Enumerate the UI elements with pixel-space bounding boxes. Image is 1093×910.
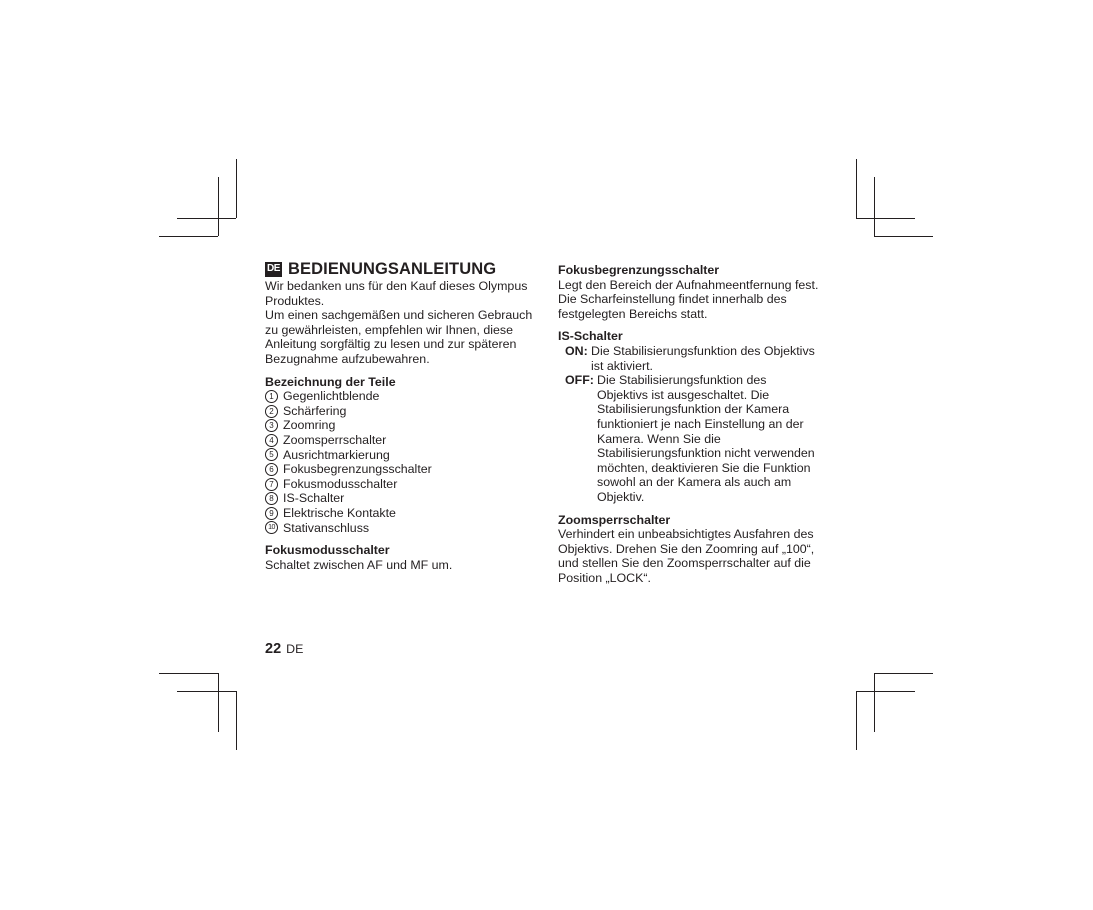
number-circle: 10 — [265, 521, 278, 534]
is-on-definition — [558, 344, 828, 373]
list-item — [265, 448, 545, 463]
parts-heading: Bezeichnung der Teile — [265, 374, 396, 389]
language-badge: DE — [265, 262, 282, 277]
list-item — [265, 491, 545, 506]
list-item-label: Schärfering — [283, 403, 347, 418]
off-term: OFF: — [565, 373, 594, 388]
list-item — [265, 404, 545, 419]
list-item — [265, 506, 545, 521]
crop-mark — [874, 177, 875, 236]
list-item-label: Fokusbegrenzungsschalter — [283, 462, 432, 477]
page-language: DE — [286, 642, 304, 656]
parts-list — [265, 389, 545, 535]
is-off-definition — [558, 373, 828, 504]
number-circle: 9 — [265, 507, 278, 520]
crop-mark — [856, 218, 915, 219]
list-item-label: IS-Schalter — [283, 491, 345, 506]
crop-mark — [218, 177, 219, 236]
crop-mark — [236, 691, 237, 750]
page-number: 22 — [265, 641, 282, 657]
number-circle: 4 — [265, 434, 278, 447]
list-item — [265, 418, 545, 433]
list-item-label: Stativanschluss — [283, 520, 370, 535]
number-circle: 5 — [265, 448, 278, 461]
right-column — [558, 263, 828, 585]
list-item-label: Elektrische Kontakte — [283, 505, 396, 520]
number-circle: 6 — [265, 463, 278, 476]
page-title: BEDIENUNGSANLEITUNG — [288, 260, 497, 279]
list-item — [265, 521, 545, 536]
number-circle: 1 — [265, 390, 278, 403]
number-circle: 3 — [265, 419, 278, 432]
crop-mark — [856, 691, 915, 692]
number-circle: 2 — [265, 405, 278, 418]
number-circle: 8 — [265, 492, 278, 505]
list-item-label: Gegenlichtblende — [283, 389, 380, 404]
list-item — [265, 477, 545, 492]
crop-mark — [177, 691, 236, 692]
crop-mark — [856, 159, 857, 218]
on-description: Die Stabilisierungsfunktion des Objektivs ist aktiviert. — [591, 343, 815, 373]
zoom-lock-text: Verhindert ein unbeabsichtigtes Ausfahren des Objektivs. Drehen Sie den Zoomring auf „100“, und stellen Sie den Zoomsperrschalter auf die Position „LOCK“. — [558, 527, 815, 585]
focus-limit-heading: Fokusbegrenzungsschalter — [558, 263, 720, 277]
crop-mark — [218, 673, 219, 732]
focus-mode-text: Schaltet zwischen AF und MF um. — [265, 557, 453, 572]
number-circle: 7 — [265, 478, 278, 491]
crop-mark — [856, 691, 857, 750]
page-footer — [265, 641, 303, 657]
list-item — [265, 462, 545, 477]
zoom-lock-heading: Zoomsperrschalter — [558, 512, 671, 527]
crop-mark — [874, 673, 875, 732]
crop-mark — [874, 236, 933, 237]
left-column — [265, 262, 545, 572]
off-description: Die Stabilisierungsfunktion des Objektivs ist ausgeschaltet. Die Stabilisierungsfunktion der Kamera funktioniert je nach Einstellung an der Kamera. Wenn Sie die Stabilisierungsfunktion nicht verwenden möchten, deaktivieren Sie die Funktion sowohl an der Kamera als auch am Objektiv. — [597, 373, 815, 504]
list-item-label: Zoomsperrschalter — [283, 432, 387, 447]
intro-paragraph: Wir bedanken uns für den Kauf dieses Olympus Produktes. — [265, 279, 528, 308]
crop-mark — [177, 218, 236, 219]
list-item-label: Ausrichtmarkierung — [283, 447, 390, 462]
focus-limit-text: Legt den Bereich der Aufnahmeentfernung fest. Die Scharfeinstellung findet innerhalb des festgelegten Bereichs statt. — [558, 277, 819, 321]
crop-mark — [874, 673, 933, 674]
page-title-row — [265, 262, 545, 277]
intro-paragraph: Um einen sachgemäßen und sicheren Gebrauch zu gewährleisten, empfehlen wir Ihnen, diese Anleitung sorgfältig zu lesen und zur späteren Bezugnahme aufzubewahren. — [265, 308, 533, 366]
on-term: ON: — [565, 343, 588, 358]
crop-mark — [159, 673, 218, 674]
list-item-label: Zoomring — [283, 418, 336, 433]
list-item — [265, 389, 545, 404]
is-switch-heading: IS-Schalter — [558, 329, 623, 344]
crop-mark — [236, 159, 237, 218]
focus-mode-heading: Fokusmodusschalter — [265, 543, 390, 558]
list-item — [265, 433, 545, 448]
crop-mark — [159, 236, 218, 237]
list-item-label: Fokusmodusschalter — [283, 476, 398, 491]
